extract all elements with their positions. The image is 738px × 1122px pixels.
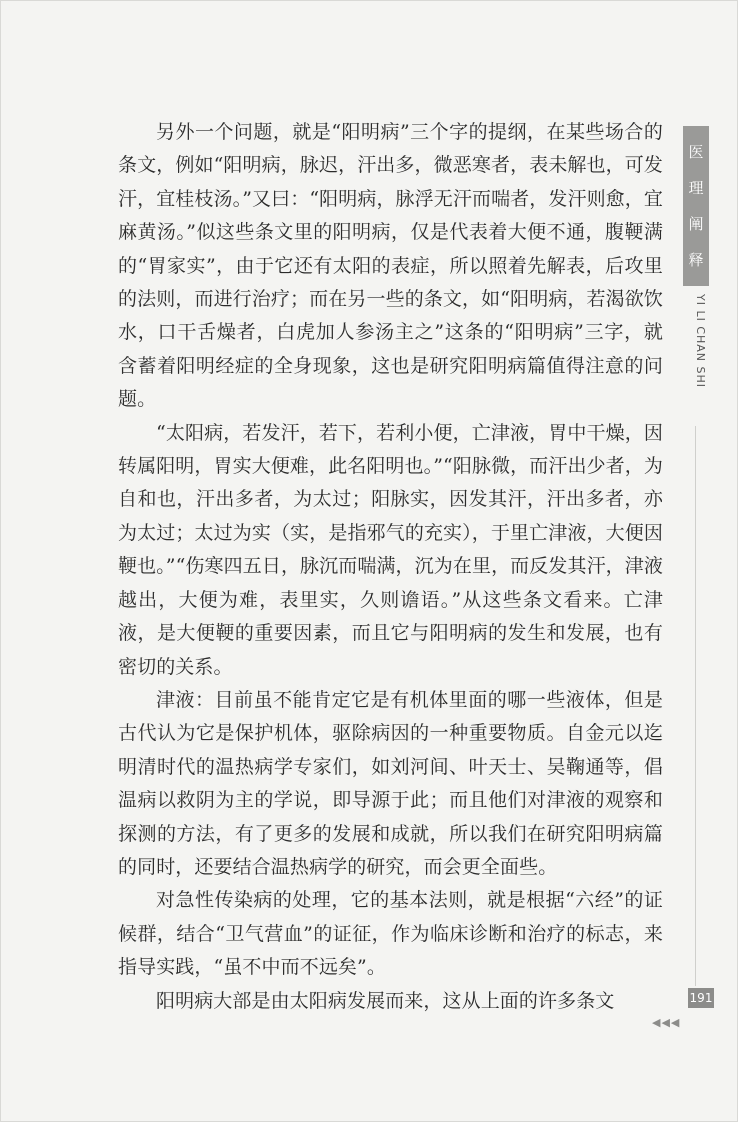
section-sidebar <box>683 126 709 986</box>
section-char: 阐 <box>688 214 704 233</box>
section-char: 理 <box>688 178 704 197</box>
paragraph: 对急性传染病的处理，它的基本法则，就是根据“六经”的证候群，结合“卫气营血”的证征，作为临床诊断和治疗的标志，来指导实践，“虽不中而不远矣”。 <box>118 889 663 979</box>
sidebar-divider <box>695 426 696 986</box>
paragraph: 阳明病大部是由太阳病发展而来，这从上面的许多条文 <box>156 989 615 1012</box>
section-char: 医 <box>688 142 704 161</box>
paragraph: 津液：目前虽不能肯定它是有机体里面的哪一些液体，但是古代认为它是保护机体，驱除病因的一种重要物质。自金元以迄明清时代的温热病学专家们，如刘河间、叶天士、吴鞠通等，倡温病以救阴为主的学说，即导源于此；而且他们对津液的观察和探测的方法，有了更多的发展和成就，所以我们在研究阳明病篇的同时，还要结合温热病学的研究，而会更全面些。 <box>118 688 663 878</box>
section-pinyin: YI LI CHAN SHI <box>694 294 707 389</box>
page-number: 191 <box>688 988 714 1008</box>
paragraph: “太阳病，若发汗，若下，若利小便，亡津液，胃中干燥，因转属阳明，胃实大便难，此名阳明也。”“阳脉微，而汗出少者，为自和也，汗出多者，为太过；阳脉实，因发其汗，汗出多者，亦为太过；太过为实（实，是指邪气的充实），于里亡津液，大便因鞕也。”“伤寒四五日，脉沉而喘满，沉为在里，而反发其汗，津液越出，大便为难，表里实，久则谵语。”从这些条文看来。亡津液，是大便鞕的重要因素，而且它与阳明病的发生和发展，也有密切的关系。 <box>118 421 663 678</box>
paragraph: 另外一个问题，就是“阳明病”三个字的提纲，在某些场合的条文，例如“阳明病，脉迟，汗出多，微恶寒者，表未解也，可发汗，宜桂枝汤。”又曰：“阳明病，脉浮无汗而喘者，发汗则愈，宜麻黄汤。”似这些条文里的阳明病，仅是代表着大便不通，腹鞕满的“胃家实”，由于它还有太阳的表症，所以照着先解表，后攻里的法则，而进行治疗；而在另一些的条文，如“阳明病，若渴欲饮水，口干舌燥者，白虎加人参汤主之”这条的“阳明病”三字，就含蓄着阳明经症的全身现象，这也是研究阳明病篇值得注意的问题。 <box>118 121 663 411</box>
body-text <box>118 116 663 1018</box>
nav-arrows-icon: ◀◀◀ <box>652 1016 681 1029</box>
section-char: 释 <box>688 250 704 269</box>
section-tab <box>683 126 709 286</box>
